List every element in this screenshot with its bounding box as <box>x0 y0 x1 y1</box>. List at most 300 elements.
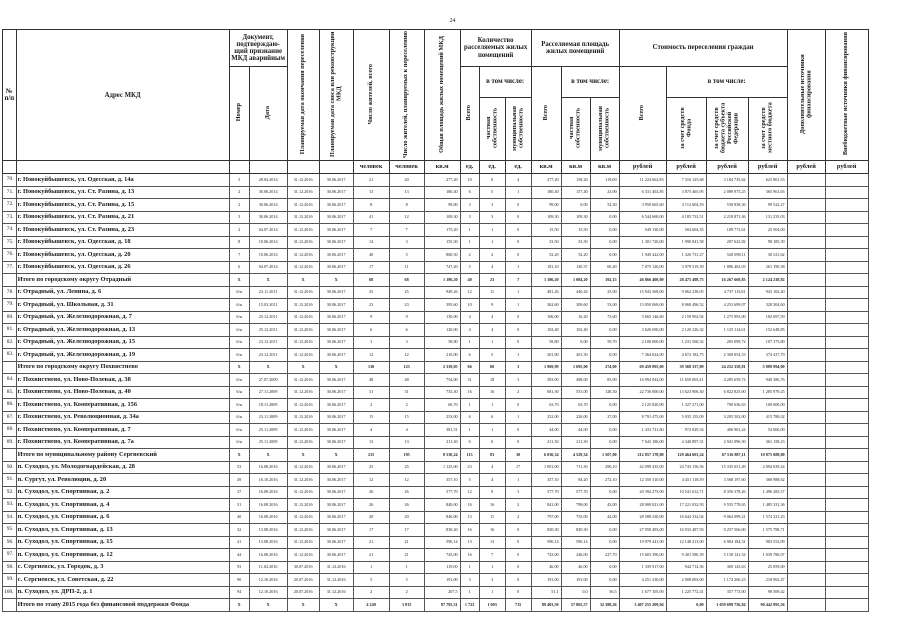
row-area-municipal: 42,00 <box>590 511 619 524</box>
row-area-municipal: 0,00 <box>590 249 619 262</box>
row-planned-end: 31.12.2016 <box>287 224 319 237</box>
row-cost-subject: 3 568 197,60 <box>706 474 748 487</box>
header-cost-fund: за счет средств Фонда <box>678 107 693 149</box>
header-cost-subject: за счет средств бюджета субъекта Российской Федерации <box>713 102 740 154</box>
row-area-total: 590,14 <box>531 536 561 549</box>
row-rooms-total: 1 <box>460 236 479 249</box>
table-row <box>3 374 869 387</box>
row-residents: 17 <box>353 261 389 274</box>
row-total-area: 754,00 <box>424 374 460 387</box>
row-cost-local: 328 304,60 <box>748 299 787 312</box>
row-area-municipal: 52,30 <box>590 199 619 212</box>
unit-rub: рублей <box>706 161 748 174</box>
row-cost-fund: 13 623 906,30 <box>666 386 706 399</box>
row-cost-local: 182 697,59 <box>748 311 787 324</box>
row-doc-date: 12.10.2016 <box>249 586 287 599</box>
row-rooms-municipal: 30 <box>505 449 531 462</box>
row-address: г. Отрадный, ул. Школьная, д. 31 <box>16 299 229 312</box>
row-rooms-private: 1 <box>479 236 505 249</box>
row-area-private: 52,20 <box>561 249 590 262</box>
row-cost-local: 2 094 639,24 <box>748 461 787 474</box>
row-planned-demolition: 30.06.2017 <box>319 249 353 262</box>
row-address: г. Отрадный, ул. Железнодорожная, д. 7 <box>16 311 229 324</box>
header-area-municipal: муниципальная собственность <box>597 105 611 151</box>
row-cost-total: 42 099 435,00 <box>619 461 666 474</box>
row-planned-end: 31.12.2016 <box>287 424 319 437</box>
row-doc-date: 04.07.2014 <box>249 261 287 274</box>
row-area-total: 63,70 <box>531 399 561 412</box>
row-total-area: 949,26 <box>424 286 460 299</box>
row-residents-planned: 5 <box>389 574 424 587</box>
row-residents: 5 <box>353 574 389 587</box>
row-planned-demolition: X <box>319 274 353 287</box>
row-non-budget <box>825 286 868 299</box>
table-row <box>3 211 869 224</box>
row-planned-end: X <box>287 449 319 462</box>
row-rooms-private: 9 <box>479 299 505 312</box>
row-rooms-total: 6 <box>460 349 479 362</box>
row-planned-demolition: 30.06.2017 <box>319 474 353 487</box>
row-cost-total: 7 075 120,00 <box>619 261 666 274</box>
table-row <box>3 411 869 424</box>
row-address: п. Суходол, ул. Спортивная, д. 15 <box>16 536 229 549</box>
unit-sqm: кв.м <box>561 161 590 174</box>
row-planned-demolition: 30.06.2017 <box>319 461 353 474</box>
table-body <box>3 174 869 612</box>
row-rooms-private: 6 <box>479 411 505 424</box>
row-non-budget <box>825 411 868 424</box>
row-cost-local: 99 522,27 <box>748 199 787 212</box>
row-extra-sources <box>787 261 825 274</box>
row-doc-date: X <box>249 274 287 287</box>
header-doc-date: Дата <box>263 105 271 120</box>
row-total-area: 109,30 <box>424 211 460 224</box>
row-extra-sources <box>787 599 825 612</box>
table-row <box>3 299 869 312</box>
row-cost-fund: 1 231 560,32 <box>666 336 706 349</box>
row-residents-planned: 17 <box>389 524 424 537</box>
row-rooms-total: 2 <box>460 249 479 262</box>
row-rooms-municipal: 1 <box>505 261 531 274</box>
header-cost-local: за счет средств местного бюджета <box>760 102 774 154</box>
row-cost-local: 903 552,09 <box>748 536 787 549</box>
row-area-total: 577,70 <box>531 486 561 499</box>
row-rooms-municipal: 2 <box>505 511 531 524</box>
row-cost-total: 212 857 178,80 <box>619 449 666 462</box>
row-rooms-municipal: 0 <box>505 399 531 412</box>
row-rooms-municipal: 0 <box>505 424 531 437</box>
row-cost-total: 8 791 475,00 <box>619 411 666 424</box>
row-doc-number: X <box>229 361 249 374</box>
row-cost-fund: 2 120 226,32 <box>666 324 706 337</box>
row-non-budget <box>825 449 868 462</box>
row-cost-subject: 5 158 141,54 <box>706 549 748 562</box>
row-non-budget <box>825 436 868 449</box>
row-rooms-municipal: 2 <box>505 386 531 399</box>
row-doc-number: 6/н <box>229 374 249 387</box>
row-address: г. Новокуйбышевск, ул. Одесская, д. 14а <box>16 174 229 187</box>
row-doc-date: X <box>249 599 287 612</box>
row-doc-number: 32 <box>229 524 249 537</box>
row-planned-demolition: 31.12.2016 <box>319 586 353 599</box>
row-cost-fund: 11 650 003,41 <box>666 374 706 387</box>
row-doc-date: X <box>249 449 287 462</box>
row-planned-end: X <box>287 361 319 374</box>
row-planned-demolition: X <box>319 449 353 462</box>
row-cost-fund: 10 541 612,71 <box>666 486 706 499</box>
row-area-municipal: 25,00 <box>590 286 619 299</box>
row-cost-total: 3 950 665,60 <box>619 199 666 212</box>
row-cost-fund: 39 368 337,09 <box>666 361 706 374</box>
table-row <box>3 261 869 274</box>
row-residents-planned: 23 <box>389 299 424 312</box>
row-rooms-municipal: 3 <box>505 486 531 499</box>
row-non-budget <box>825 536 868 549</box>
row-doc-number: 6/н <box>229 436 249 449</box>
row-rooms-private: 5 <box>479 349 505 362</box>
header-cost: Стоимость переселения граждан <box>619 30 787 67</box>
row-rooms-private: 1 <box>479 224 505 237</box>
row-planned-demolition: 30.06.2017 <box>319 486 353 499</box>
row-rooms-private: 11 <box>479 511 505 524</box>
row-planned-demolition: X <box>319 599 353 612</box>
table-row <box>3 324 869 337</box>
row-planned-end: X <box>287 274 319 287</box>
row-rooms-total: 13 <box>460 536 479 549</box>
row-planned-end: 31.12.2016 <box>287 249 319 262</box>
row-non-budget <box>825 524 868 537</box>
row-extra-sources <box>787 411 825 424</box>
row-residents-planned: 7 <box>389 224 424 237</box>
row-doc-number: 2 <box>229 186 249 199</box>
row-extra-sources <box>787 286 825 299</box>
row-planned-demolition: 30.06.2017 <box>319 261 353 274</box>
row-area-municipal: 23,00 <box>590 186 619 199</box>
row-area-total: 362,60 <box>531 299 561 312</box>
header-cost-incl: в том числе: <box>666 67 787 98</box>
row-cost-total: 46 866 408,00 <box>619 274 666 287</box>
header-rooms-count: Количество расселяемых жилых помещений <box>460 30 531 67</box>
row-extra-sources <box>787 524 825 537</box>
row-residents-planned: 21 <box>389 549 424 562</box>
row-cost-total: 549 130,00 <box>619 224 666 237</box>
row-number: 77. <box>3 261 17 274</box>
row-total-area: 8 530,24 <box>424 449 460 462</box>
row-non-budget <box>825 324 868 337</box>
row-planned-demolition: 30.06.2017 <box>319 311 353 324</box>
row-rooms-private: 9 <box>479 486 505 499</box>
row-cost-fund: 3 979 519,39 <box>666 261 706 274</box>
row-area-private: 4 529,34 <box>561 449 590 462</box>
row-non-budget <box>825 261 868 274</box>
row-residents: 48 <box>353 374 389 387</box>
row-extra-sources <box>787 336 825 349</box>
row-doc-number: 6/н <box>229 311 249 324</box>
row-rooms-private: 4 <box>479 474 505 487</box>
row-address: Итого по этапу 2015 года без финансовой поддержки Фонда <box>16 599 229 612</box>
row-area-total: 51,1 <box>531 586 561 599</box>
row-non-budget <box>825 386 868 399</box>
row-rooms-total: 16 <box>460 499 479 512</box>
header-rooms-incl: в том числе: <box>479 67 531 98</box>
row-cost-fund: 8 068 496,52 <box>666 299 706 312</box>
row-cost-local: 131 235,03 <box>748 211 787 224</box>
row-cost-local: 54 060,00 <box>748 424 787 437</box>
row-cost-total: 1 339 917,00 <box>619 561 666 574</box>
row-rooms-total: 1 722 <box>460 599 479 612</box>
row-rooms-private: 4 <box>479 324 505 337</box>
row-rooms-private: 2 <box>479 249 505 262</box>
row-rooms-private: 4 <box>479 261 505 274</box>
row-planned-end: 31.12.2016 <box>287 461 319 474</box>
row-extra-sources <box>787 274 825 287</box>
row-residents-planned: 11 <box>389 261 424 274</box>
row-cost-fund: 4 340 897,31 <box>666 436 706 449</box>
unit-person: человек <box>353 161 389 174</box>
row-rooms-total: 1 <box>460 561 479 574</box>
row-area-private: 590,14 <box>561 536 590 549</box>
row-cost-subject: 700 636,63 <box>706 399 748 412</box>
row-address: г. Похвистнево, ул. Революционная, д. 34а <box>16 411 229 424</box>
row-number <box>3 274 17 287</box>
row-area-private: 16,20 <box>561 311 590 324</box>
row-address: г. Новокуйбышевск, ул. Ст. Разина, д. 13 <box>16 186 229 199</box>
row-non-budget <box>825 574 868 587</box>
row-address: г. Новокуйбышевск, ул. Одесская, д. 18 <box>16 236 229 249</box>
row-extra-sources <box>787 574 825 587</box>
row-cost-total: 2 100 000,00 <box>619 336 666 349</box>
row-total-area: 99,00 <box>424 199 460 212</box>
row-non-budget <box>825 236 868 249</box>
row-residents-planned: 123 <box>389 361 424 374</box>
row-cost-total: 13 050 069,00 <box>619 299 666 312</box>
row-doc-date: X <box>249 361 287 374</box>
row-extra-sources <box>787 561 825 574</box>
header-area-private: частная собственность <box>568 107 582 149</box>
row-rooms-municipal: 1 <box>505 474 531 487</box>
row-area-total: 181,10 <box>531 261 561 274</box>
row-area-total: 109,30 <box>531 211 561 224</box>
row-extra-sources <box>787 299 825 312</box>
row-doc-date: 23.11.2011 <box>249 286 287 299</box>
row-non-budget <box>825 249 868 262</box>
row-area-total: 180,40 <box>531 186 561 199</box>
row-area-municipal: 0,00 <box>590 399 619 412</box>
page-number: 24 <box>449 18 456 24</box>
row-number: 99. <box>3 574 17 587</box>
row-rooms-private: 23 <box>479 274 505 287</box>
row-doc-number: 6/н <box>229 411 249 424</box>
table-row <box>3 586 869 599</box>
row-planned-demolition: 30.06.2017 <box>319 224 353 237</box>
row-area-total: 191,00 <box>531 574 561 587</box>
row-extra-sources <box>787 224 825 237</box>
row-rooms-municipal: 3 <box>505 374 531 387</box>
row-total-area: 735,30 <box>424 386 460 399</box>
row-area-private: 440,44 <box>561 286 590 299</box>
row-cost-total: 7 643 186,00 <box>619 436 666 449</box>
row-cost-fund: 4 185 733,51 <box>666 211 706 224</box>
row-area-total: 89 403,50 <box>531 599 561 612</box>
row-rooms-private: 11 <box>479 286 505 299</box>
row-residents-planned: 195 <box>389 449 424 462</box>
row-cost-local: 365 961,65 <box>748 186 787 199</box>
row-residents-planned: 15 <box>389 411 424 424</box>
row-residents-planned: 13 <box>389 186 424 199</box>
row-non-budget <box>825 311 868 324</box>
units-row <box>3 161 869 174</box>
row-residents-planned: 1 <box>389 561 424 574</box>
row-non-budget <box>825 199 868 212</box>
row-number: 75. <box>3 236 17 249</box>
row-area-private: 63,70 <box>561 399 590 412</box>
unit-rub: рублей <box>787 161 825 174</box>
row-planned-demolition: 30.06.2017 <box>319 374 353 387</box>
row-doc-date: 10.06.2014 <box>249 236 287 249</box>
row-residents: 9 <box>353 311 389 324</box>
row-cost-local: 25 059,00 <box>748 561 787 574</box>
row-area-municipal: 119,00 <box>590 174 619 187</box>
header-address: Адрес МКД <box>16 30 229 161</box>
row-non-budget <box>825 599 868 612</box>
row-residents: 130 <box>353 361 389 374</box>
row-residents: 25 <box>353 286 389 299</box>
row-extra-sources <box>787 361 825 374</box>
row-area-municipal: 0,00 <box>590 436 619 449</box>
row-number: 72. <box>3 199 17 212</box>
row-planned-end: 20.07.2016 <box>287 586 319 599</box>
row-area-private: 553,00 <box>561 386 590 399</box>
row-rooms-municipal: 0 <box>505 536 531 549</box>
row-cost-local: 368 988,62 <box>748 474 787 487</box>
row-address: Итого по городскому округу Похвистнево <box>16 361 229 374</box>
row-doc-number: 7 <box>229 249 249 262</box>
row-doc-number: 31 <box>229 499 249 512</box>
row-rooms-total: 6 <box>460 186 479 199</box>
header-non-budget: Внебюджетные источники финансирования <box>842 32 850 156</box>
row-residents: 2 <box>353 399 389 412</box>
row-doc-date: 04.07.2014 <box>249 224 287 237</box>
row-cost-fund: 1 990 841,58 <box>666 236 706 249</box>
row-cost-fund: 4 451 118,59 <box>666 474 706 487</box>
row-cost-fund: 504 604,35 <box>666 224 706 237</box>
row-area-private: 84,20 <box>561 474 590 487</box>
row-residents: 8 <box>353 199 389 212</box>
row-address: г. Похвистнево, ул. Ново-Полевая, д. 40 <box>16 386 229 399</box>
row-address: г. Похвистнево, ул. Кооперативная, д. 156 <box>16 399 229 412</box>
row-residents-planned: 2 <box>389 399 424 412</box>
row-address: п. Суходол, ул. Спортивная, д. 12 <box>16 549 229 562</box>
row-cost-total: 1 949 422,00 <box>619 249 666 262</box>
row-number <box>3 449 17 462</box>
row-address: п. Суходол, ул. Спортивная, д. 13 <box>16 524 229 537</box>
row-residents-planned: 12 <box>389 211 424 224</box>
row-doc-number: 53 <box>229 461 249 474</box>
row-area-total: 841,00 <box>531 499 561 512</box>
row-planned-end: 31.12.2016 <box>287 261 319 274</box>
row-planned-end: 31.12.2016 <box>287 199 319 212</box>
row-number: 87. <box>3 411 17 424</box>
table-row <box>3 236 869 249</box>
row-doc-date: 25.11.2009 <box>249 436 287 449</box>
row-number: 74. <box>3 224 17 237</box>
row-total-area: 120,00 <box>424 324 460 337</box>
row-area-total: 357,10 <box>531 474 561 487</box>
header-num: № п/п <box>3 30 17 161</box>
row-residents-planned: 8 <box>389 199 424 212</box>
row-planned-demolition: 30.06.2017 <box>319 336 353 349</box>
row-area-private: 44,00 <box>561 424 590 437</box>
row-total-area: 180,40 <box>424 186 460 199</box>
row-total-area: 58,80 <box>424 336 460 349</box>
row-extra-sources <box>787 186 825 199</box>
row-rooms-private: 16 <box>479 499 505 512</box>
row-total-area: 1 125,00 <box>424 461 460 474</box>
row-planned-demolition: 30.06.2017 <box>319 299 353 312</box>
row-cost-subject: 6 904 184,31 <box>706 536 748 549</box>
row-non-budget <box>825 361 868 374</box>
row-area-municipal: 0,00 <box>590 536 619 549</box>
row-area-total: 52,20 <box>531 249 561 262</box>
row-residents: 17 <box>353 524 389 537</box>
row-address: г. Похвистнево, ул. Ново-Полевая, д. 38 <box>16 374 229 387</box>
row-cost-total: 20 394 275,00 <box>619 486 666 499</box>
row-area-total: 681,30 <box>531 386 561 399</box>
row-doc-number: 6 <box>229 261 249 274</box>
row-area-total: 830,30 <box>531 524 561 537</box>
row-extra-sources <box>787 486 825 499</box>
row-total-area: 2 339,05 <box>424 361 460 374</box>
row-area-private: 120,37 <box>561 261 590 274</box>
row-area-municipal: 59,70 <box>590 336 619 349</box>
row-cost-local: 1 039 786,07 <box>748 549 787 562</box>
table-row <box>3 499 869 512</box>
row-doc-number: 6/н <box>229 424 249 437</box>
row-planned-end: 31.12.2016 <box>287 349 319 362</box>
row-rooms-municipal: 4 <box>505 174 531 187</box>
row-area-municipal: 272,10 <box>590 474 619 487</box>
row-non-budget <box>825 586 868 599</box>
row-rooms-total: 4 <box>460 324 479 337</box>
row-planned-end: 31.12.2016 <box>287 211 319 224</box>
row-cost-local: 943 102,40 <box>748 286 787 299</box>
row-address: п. Суходол, ул. Спортивная, д. 4 <box>16 499 229 512</box>
unit-units: ед. <box>505 161 531 174</box>
row-cost-subject: 520 098,11 <box>706 249 748 262</box>
row-rooms-total: 66 <box>460 361 479 374</box>
row-planned-end: 31.12.2016 <box>287 486 319 499</box>
row-doc-date: 23.12.2011 <box>249 336 287 349</box>
row-address: г. Похвистнево, ул. Кооперативная, д. 7а <box>16 436 229 449</box>
row-doc-date: 25.11.2009 <box>249 424 287 437</box>
row-extra-sources <box>787 461 825 474</box>
row-residents-planned: 9 <box>389 311 424 324</box>
unit-units: ед. <box>479 161 505 174</box>
row-extra-sources <box>787 511 825 524</box>
row-cost-fund: 3 875 465,95 <box>666 186 706 199</box>
table-header <box>3 30 869 174</box>
header-area-resettled: Расселяемая площадь жилых помещений <box>531 30 619 67</box>
row-doc-date: 16.08.2016 <box>249 486 287 499</box>
row-cost-fund: 3 112 604,39 <box>666 199 706 212</box>
row-doc-date: 30.06.2014 <box>249 211 287 224</box>
row-cost-total: 12 350 310,00 <box>619 474 666 487</box>
row-address: Итого по муниципальному району Сергиевский <box>16 449 229 462</box>
row-doc-number: 44 <box>229 549 249 562</box>
row-area-private: 226,00 <box>561 411 590 424</box>
row-extra-sources <box>787 349 825 362</box>
unit-sqm: кв.м <box>531 161 561 174</box>
